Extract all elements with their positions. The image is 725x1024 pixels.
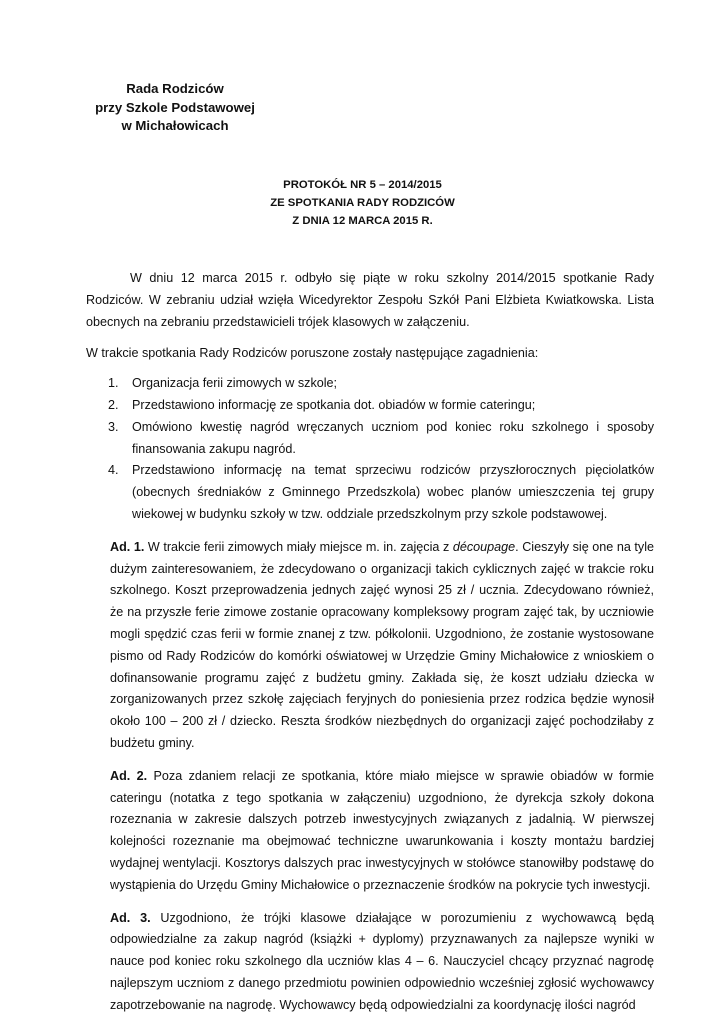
- ad1-paragraph: [86, 537, 654, 755]
- agenda-item-number: 4.: [108, 463, 119, 478]
- organization-name: Rada Rodziców: [126, 81, 224, 96]
- ad1-label: Ad. 1.: [110, 539, 145, 554]
- agenda-item-text: Omówiono kwestię nagród wręczanych uczniom pod koniec roku szkolnego i sposoby finansowania zakupu nagród.: [132, 419, 654, 456]
- agenda-list: [86, 373, 654, 526]
- ad1-text-a: W trakcie ferii zimowych miały miejsce m. in. zajęcia z: [144, 539, 453, 554]
- ad2-text: Poza zdaniem relacji ze spotkania, które miało miejsce w sprawie obiadów w formie cateringu (notatka z tego spotkania w załączeniu) uzgodniono, że dyrekcja szkoły dokona rozeznania w zakresie dalszych potrzeb inwestycyjnych związanych z jadalnią. W pierwszej kolejności rozeznanie ma obejmować techniczne uwarunkowania i koszty montażu bardziej wydajnej wentylacji. Kosztorys dalszych prac inwestycyjnych w stołówce stanowiłby podstawę do wystąpienia do Urzędu Gminy Michałowice o przeznaczenie środków na pokrycie tych inwestycji.: [110, 768, 654, 892]
- ad2-label: Ad. 2.: [110, 768, 148, 783]
- ad2-paragraph: [86, 766, 654, 897]
- agenda-item-number: 1.: [108, 376, 119, 391]
- agenda-item: [86, 460, 654, 525]
- intro-paragraph: W dniu 12 marca 2015 r. odbyło się piąte w roku szkolny 2014/2015 spotkanie Rady Rodziców. W zebraniu udział wzięła Wicedyrektor Zespołu Szkół Pani Elżbieta Kwiatkowska. Lista obecnych na zebraniu przedstawicieli trójek klasowych w załączeniu.: [86, 271, 654, 329]
- document-title: [0, 176, 725, 230]
- agenda-item-text: Przedstawiono informację ze spotkania dot. obiadów w formie cateringu;: [132, 397, 536, 412]
- organization-school: przy Szkole Podstawowej: [95, 99, 255, 115]
- ad3-paragraph: [86, 908, 654, 1017]
- agenda-item: [86, 373, 654, 395]
- agenda-item-number: 3.: [108, 419, 119, 434]
- ad1-italic-term: découpage: [452, 539, 516, 554]
- title-protocol-number: PROTOKÓŁ NR 5 – 2014/2015: [283, 179, 442, 191]
- ad3-label: Ad. 3.: [110, 910, 151, 925]
- ad1-text-b: . Cieszyły się one na tyle dużym zainteresowaniem, że zdecydowano o organizacji takich cyklicznych zajęć w trakcie roku szkolnego. Koszt przeprowadzenia jednych zajęć wynosi 25 zł / ucznia. Zdecydowano również, że na przyszłe ferie zimowe zostanie opracowany kompleksowy program zajęć tak, by uczniowie mogli spędzić czas ferii w formie znanej z tzw. półkolonii. Uzgodniono, że zostanie wystosowane pismo od Rady Rodziców do komórki oświatowej w Urzędzie Gminy Michałowice z wnioskiem o dofinansowanie programu zajęć z budżetu gminy. Zakłada się, że koszt udziału dziecka w zorganizowanych przez szkołę zajęciach feryjnych do poniesienia przez rodzica będzie wynosił około 100 – 200 zł / dziecko. Reszta środków niezbędnych do organizacji zajęć pochodziłaby z budżetu gminy.: [110, 539, 654, 750]
- document-body: [86, 268, 654, 1017]
- organization-header: [60, 80, 290, 136]
- agenda-item-number: 2.: [108, 397, 119, 412]
- agenda-item: [86, 417, 654, 461]
- agenda-lead: W trakcie spotkania Rady Rodziców poruszone zostały następujące zagadnienia:: [86, 346, 539, 361]
- title-meeting: ZE SPOTKANIA RADY RODZICÓW: [270, 197, 455, 209]
- agenda-item-text: Przedstawiono informację na temat sprzeciwu rodziców przyszłorocznych pięciolatków (obecnych średniaków z Gminnego Przedszkola) wobec planów umieszczenia tej grupy wiekowej w budynku szkoły w tzw. oddziale przedszkolnym przy szkole podstawowej.: [132, 463, 654, 521]
- ad3-text: Uzgodniono, że trójki klasowe działające w porozumieniu z wychowawcą będą odpowiedzialne za zakup nagród (książki + dyplomy) przyznawanych za najlepsze wyniki w nauce pod koniec roku szkolnego dla uczniów klas 4 – 6. Nauczyciel chcący przyznać nagrodę najlepszym uczniom z danego przedmiotu powinien odpowiednio wcześniej zgłosić wychowawcy zapotrzebowanie na nagrodę. Wychowawcy będą odpowiedzialni za koordynację ilości nagród: [110, 910, 654, 1012]
- title-date: Z DNIA 12 MARCA 2015 R.: [292, 215, 433, 227]
- agenda-item-text: Organizacja ferii zimowych w szkole;: [132, 376, 338, 391]
- organization-location: w Michałowicach: [121, 118, 229, 133]
- agenda-item: [86, 395, 654, 417]
